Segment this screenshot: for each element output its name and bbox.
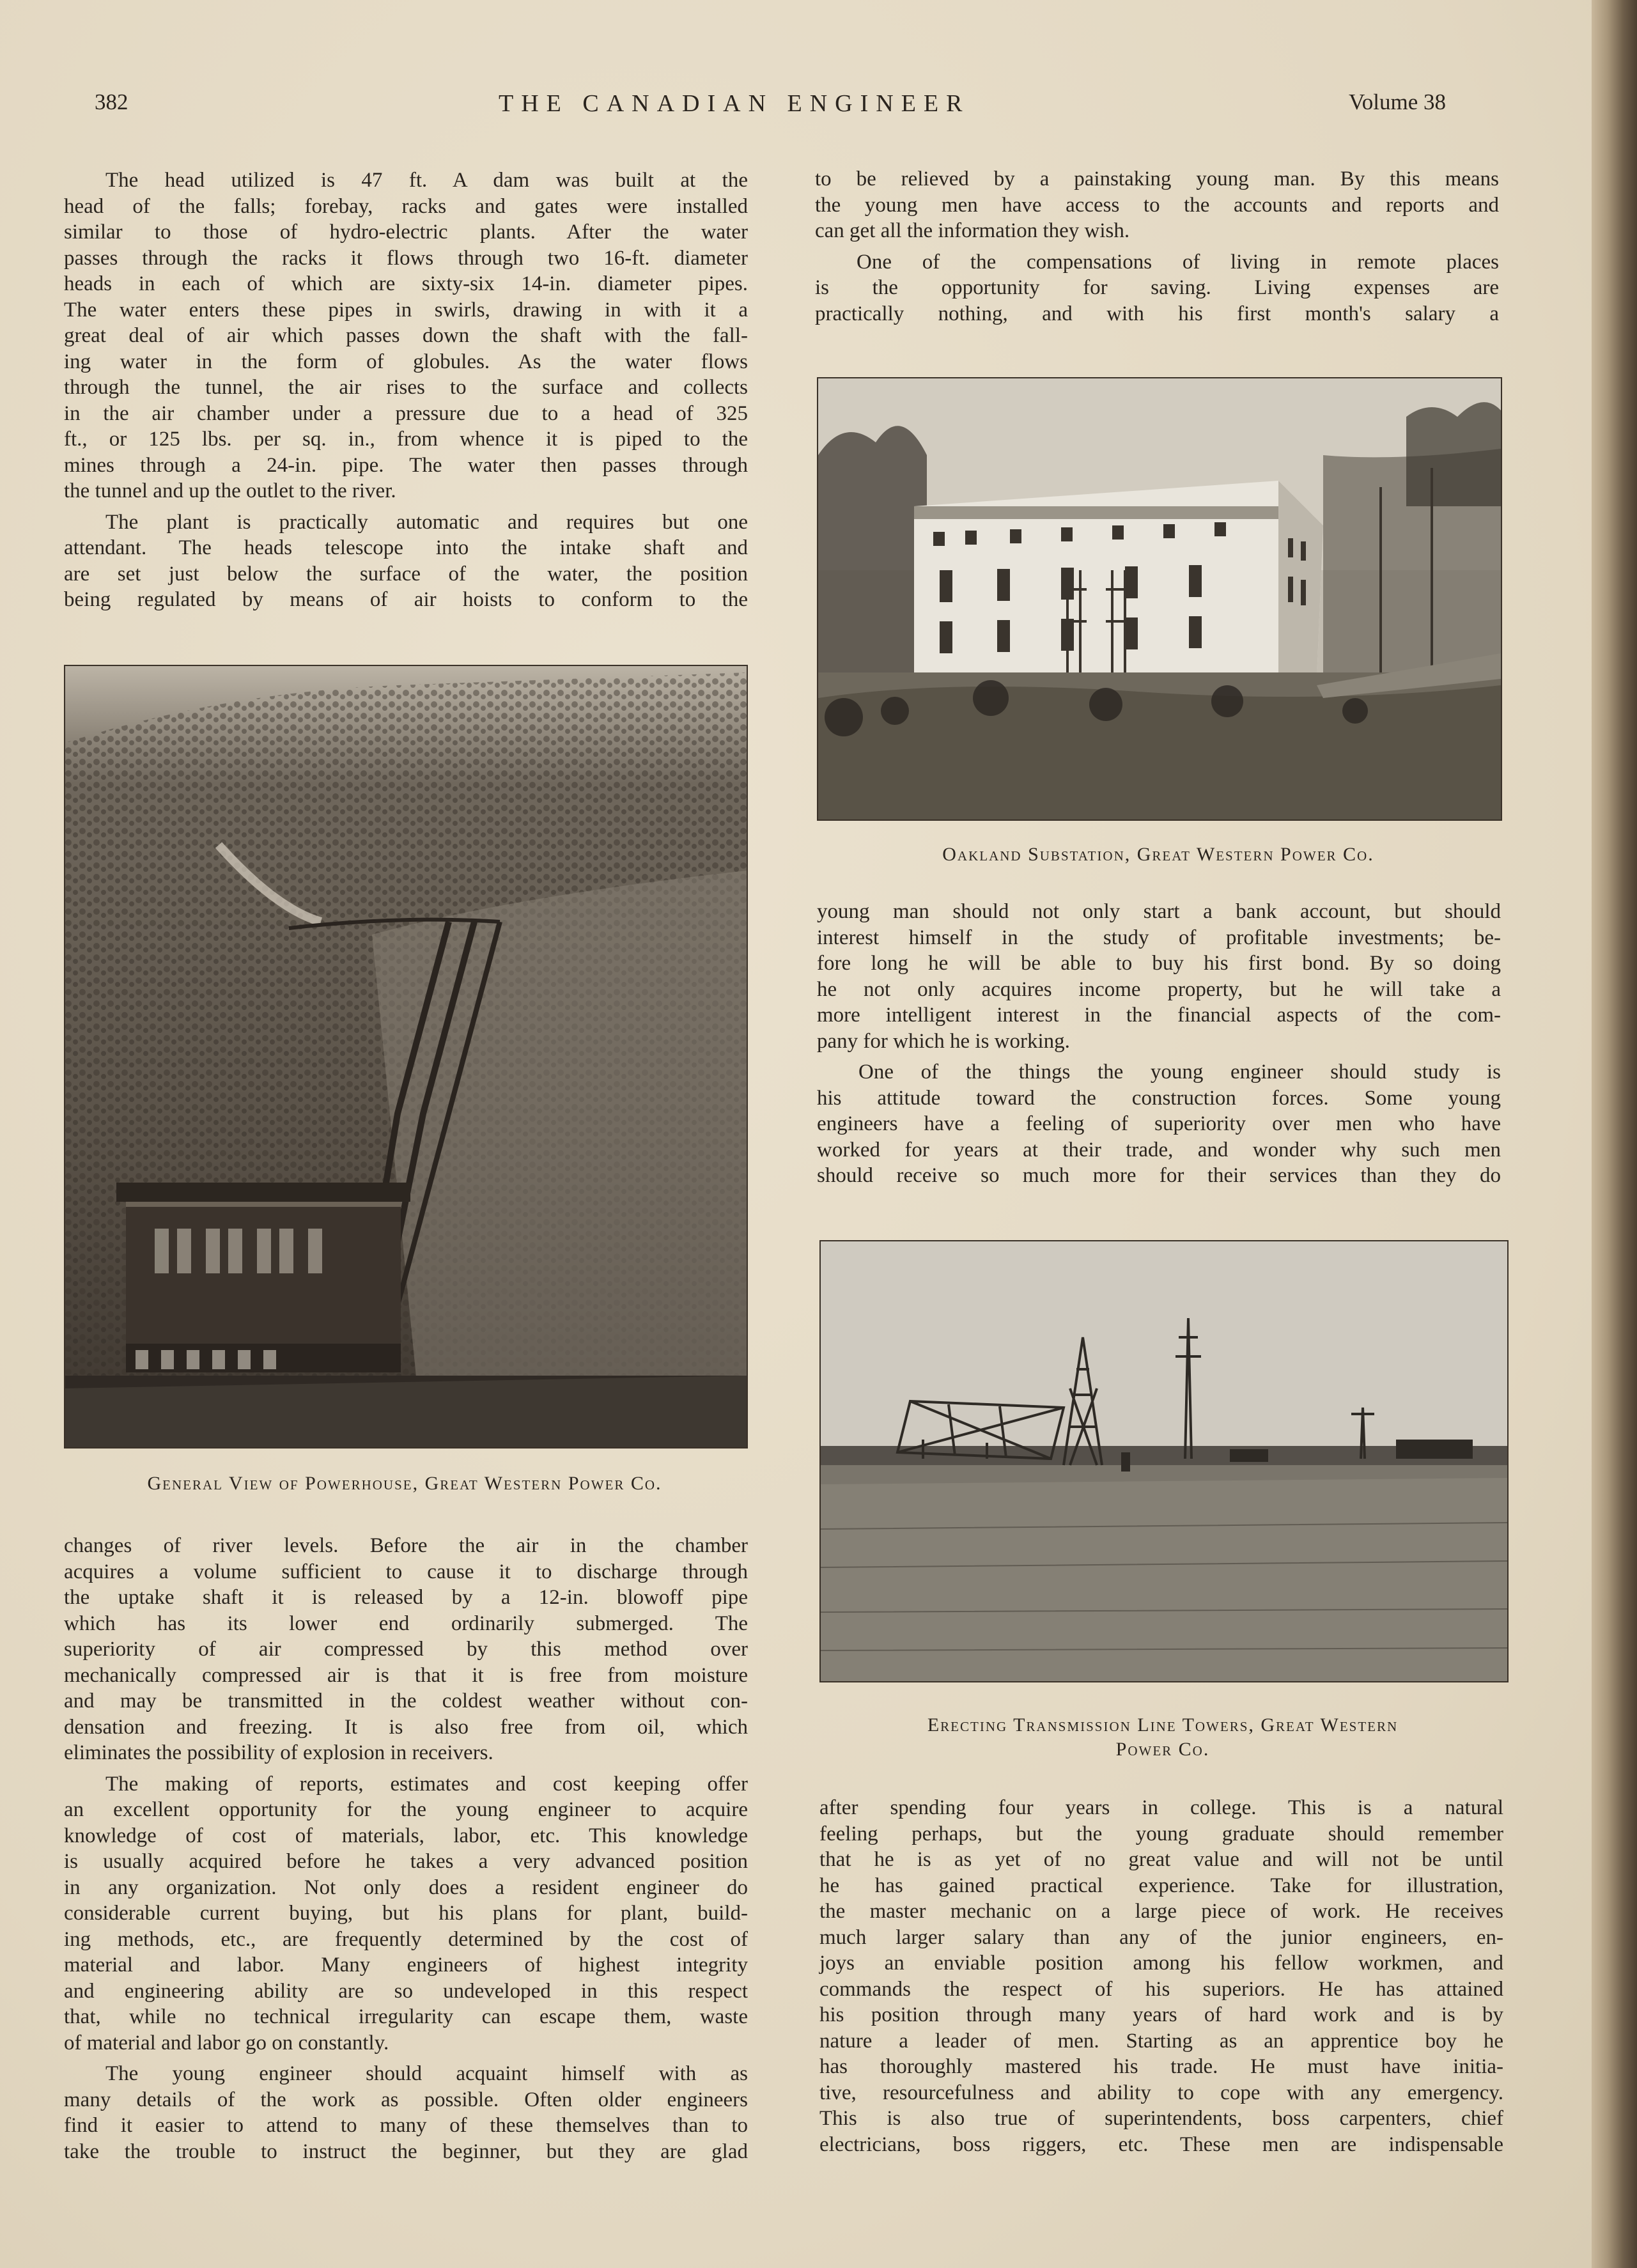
left-column-bottom-text <box>64 1533 748 2164</box>
text-line: joys an enviable position among his fellow workmen, and <box>819 1952 1503 1975</box>
text-line: The water enters these pipes in swirls, drawing in with it a <box>64 298 748 322</box>
text-line: The making of reports, estimates and cost keeping offer <box>105 1772 748 1796</box>
volume-label: Volume 38 <box>1349 89 1446 114</box>
right-column-middle-text <box>817 899 1501 1189</box>
paragraph <box>64 167 748 504</box>
text-line: the tunnel and up the outlet to the river. <box>64 479 396 502</box>
text-line: more intelligent interest in the financial aspects of the com- <box>817 1004 1501 1027</box>
substation-caption: Oakland Substation, Great Western Power Co. <box>942 844 1374 865</box>
paragraph <box>64 1533 748 1766</box>
text-line: take the trouble to instruct the beginner, but they are glad <box>64 2140 748 2163</box>
text-line: many details of the work as possible. Often older engineers <box>64 2088 748 2111</box>
text-line: which has its lower end ordinarily submerged. The <box>64 1612 748 1635</box>
text-line: and engineering ability are so undeveloped in this respect <box>64 1979 748 2003</box>
left-column-top-text <box>64 167 748 613</box>
text-line: material and labor. Many engineers of highest integrity <box>64 1953 748 1977</box>
text-line: eliminates the possibility of explosion in receivers. <box>64 1741 493 1764</box>
text-line: he not only acquires income property, but he will take a <box>817 977 1501 1001</box>
text-line: his position through many years of hard work and is by <box>819 2003 1503 2026</box>
text-line: has thoroughly mastered his trade. He must have initia- <box>819 2055 1503 2078</box>
text-line: is usually acquired before he takes a very advanced position <box>64 1850 748 1873</box>
paragraph <box>64 509 748 613</box>
text-line: densation and freezing. It is also free from oil, which <box>64 1715 748 1739</box>
text-line: and may be transmitted in the coldest weather without con- <box>64 1689 748 1713</box>
text-line: knowledge of cost of materials, labor, etc. This knowledge <box>64 1824 748 1847</box>
journal-title: THE CANADIAN ENGINEER <box>499 90 970 117</box>
text-line: pany for which he is working. <box>817 1029 1070 1053</box>
text-line: that he is as yet of no great value and will not be until <box>819 1848 1503 1871</box>
text-line: great deal of air which passes down the shaft with the fall- <box>64 324 748 347</box>
powerhouse-caption: General View of Powerhouse, Great Western Power Co. <box>147 1473 662 1494</box>
towers-caption-line-2: Power Co. <box>1115 1739 1210 1760</box>
substation-photo <box>817 377 1502 821</box>
text-line: The plant is practically automatic and requires but one <box>105 510 748 534</box>
text-line: nature a leader of men. Starting as an apprentice boy he <box>819 2029 1503 2053</box>
page-number: 382 <box>95 89 128 114</box>
text-line: in any organization. Not only does a resident engineer do <box>64 1876 748 1899</box>
text-line: head of the falls; forebay, racks and gates were installed <box>64 194 748 218</box>
text-line: ing water in the form of globules. As the water flows <box>64 350 748 373</box>
text-line: similar to those of hydro-electric plants. After the water <box>64 221 748 244</box>
text-line: acquires a volume sufficient to cause it to discharge through <box>64 1560 748 1583</box>
text-line: interest himself in the study of profitable investments; be- <box>817 926 1501 949</box>
text-line: are set just below the surface of the water, the position <box>64 562 748 586</box>
text-line: passes through the racks it flows through two 16-ft. diameter <box>64 246 748 270</box>
text-line: attendant. The heads telescope into the intake shaft and <box>64 536 748 559</box>
text-line: to be relieved by a painstaking young man. By this means <box>815 167 1499 190</box>
text-line: worked for years at their trade, and wonder why such men <box>817 1138 1501 1161</box>
text-line: through the tunnel, the air rises to the surface and collects <box>64 376 748 399</box>
text-line: considerable current buying, but his plans for plant, build- <box>64 1902 748 1925</box>
text-line: One of the compensations of living in remote places <box>857 250 1499 274</box>
text-line: the master mechanic on a large piece of work. He receives <box>819 1900 1503 1923</box>
text-line: after spending four years in college. This is a natural <box>819 1796 1503 1819</box>
text-line: fore long he will be able to buy his first bond. By so doing <box>817 952 1501 975</box>
text-line: This is also true of superintendents, boss carpenters, chief <box>819 2107 1503 2130</box>
text-line: superiority of air compressed by this method over <box>64 1638 748 1661</box>
text-line: he has gained practical experience. Take for illustration, <box>819 1874 1503 1897</box>
text-line: of material and labor go on constantly. <box>64 2031 389 2054</box>
text-line: is the opportunity for saving. Living expenses are <box>815 276 1499 299</box>
text-line: much larger salary than any of the junior engineers, en- <box>819 1925 1503 1949</box>
text-line: find it easier to attend to many of these themselves than to <box>64 2114 748 2137</box>
text-line: the uptake shaft it is released by a 12-in. blowoff pipe <box>64 1586 748 1609</box>
text-line: changes of river levels. Before the air in the chamber <box>64 1534 748 1557</box>
right-column-bottom-text <box>819 1795 1503 2157</box>
text-line: electricians, boss riggers, etc. These men are indispensable <box>819 2132 1503 2156</box>
powerhouse-photo <box>64 665 748 1449</box>
towers-caption-line-1: Erecting Transmission Line Towers, Great Western <box>927 1714 1399 1736</box>
paragraph <box>815 166 1499 244</box>
text-line: tive, resourcefulness and ability to cope with any emergency. <box>819 2081 1503 2104</box>
text-line: young man should not only start a bank account, but should <box>817 900 1501 923</box>
text-line: commands the respect of his superiors. He has attained <box>819 1977 1503 2001</box>
transmission-towers-photo <box>819 1240 1509 1682</box>
paragraph <box>817 1059 1501 1189</box>
paragraph <box>64 1771 748 2056</box>
right-column-top-text <box>815 166 1499 327</box>
book-spine <box>1592 0 1637 2268</box>
text-line: engineers have a feeling of superiority over men who have <box>817 1112 1501 1135</box>
text-line: the young men have access to the accounts and reports and <box>815 193 1499 217</box>
paragraph <box>817 899 1501 1054</box>
paragraph <box>815 249 1499 327</box>
text-line: practically nothing, and with his first month's salary a <box>815 302 1499 325</box>
paragraph <box>819 1795 1503 2157</box>
text-line: ing methods, etc., are frequently determined by the cost of <box>64 1927 748 1951</box>
text-line: that, while no technical irregularity can escape them, waste <box>64 2005 748 2028</box>
text-line: One of the things the young engineer should study is <box>858 1060 1501 1084</box>
text-line: The young engineer should acquaint himself with as <box>105 2062 748 2085</box>
text-line: feeling perhaps, but the young graduate should remember <box>819 1822 1503 1845</box>
towers-caption <box>819 1713 1506 1762</box>
text-line: should receive so much more for their services than they do <box>817 1164 1501 1187</box>
text-line: can get all the information they wish. <box>815 219 1130 242</box>
paragraph <box>64 2061 748 2164</box>
text-line: in the air chamber under a pressure due to a head of 325 <box>64 401 748 425</box>
text-line: his attitude toward the construction forces. Some young <box>817 1086 1501 1110</box>
text-line: being regulated by means of air hoists to conform to the <box>64 588 748 611</box>
text-line: ft., or 125 lbs. per sq. in., from whence it is piped to the <box>64 428 748 451</box>
text-line: heads in each of which are sixty-six 14-in. diameter pipes. <box>64 272 748 295</box>
text-line: The head utilized is 47 ft. A dam was built at the <box>105 169 748 192</box>
text-line: mines through a 24-in. pipe. The water then passes through <box>64 453 748 477</box>
text-line: mechanically compressed air is that it is free from moisture <box>64 1663 748 1687</box>
text-line: an excellent opportunity for the young engineer to acquire <box>64 1798 748 1821</box>
